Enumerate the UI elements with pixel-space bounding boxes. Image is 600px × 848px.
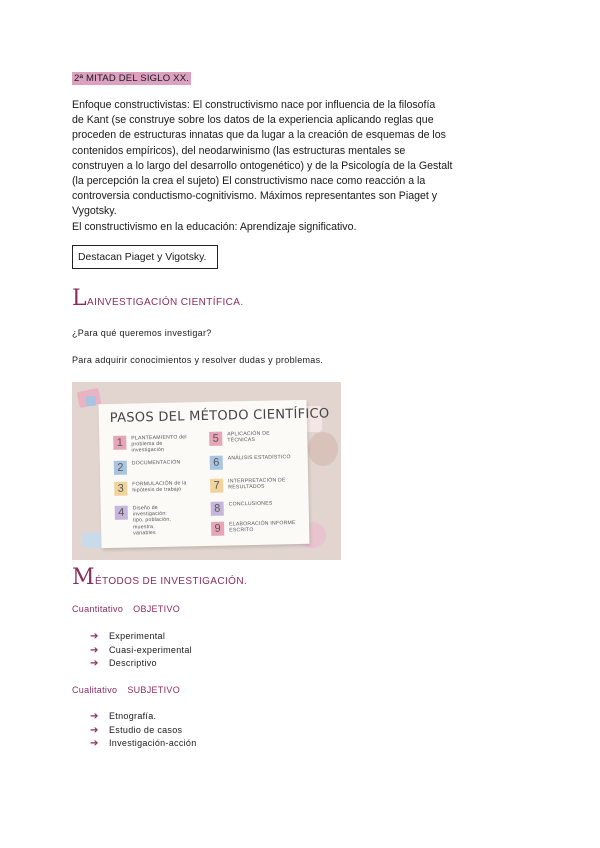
intro-paragraph — [72, 98, 482, 235]
list-item-text: Experimental — [109, 631, 166, 641]
method-step — [210, 454, 298, 470]
scientific-method-image — [72, 382, 341, 560]
method-step — [210, 477, 298, 493]
answer-text: Para adquirir conocimientos y resolver dudas y problemas. — [72, 355, 324, 365]
quantitative-label: Cuantitativo — [72, 604, 124, 614]
arrow-icon: ➔ — [90, 644, 99, 656]
qualitative-label: Cualitativo — [72, 685, 118, 695]
method-card — [99, 400, 330, 548]
step-text: APLICACIÓN DE TÉCNICAS — [227, 430, 270, 444]
qualitative-subheading — [72, 685, 180, 695]
step-number: 4 — [115, 506, 128, 520]
method-step — [209, 430, 297, 446]
sticky-note-icon — [86, 396, 96, 406]
step-text: DOCUMENTACIÓN — [131, 459, 181, 467]
intro-line: proceden de estructuras innatas que da lugar a la creación de esquemas de los — [72, 129, 446, 142]
intro-line: controversia conductismo-cognitivismo. Máximos representantes son Piaget y — [72, 190, 438, 203]
step-number: 5 — [209, 432, 222, 446]
intro-line: Vygotsky. — [72, 205, 117, 218]
intro-line: contenidos empíricos), del neodarwinismo (las estructuras mentales se — [72, 144, 406, 157]
step-text: PLANTEAMIENTO del problema de investigación — [131, 434, 187, 454]
step-number: 1 — [113, 436, 126, 450]
intro-line: Enfoque constructivistas: El constructivismo nace por influencia de la filosofía — [72, 99, 436, 111]
qualitative-tag: SUBJETIVO — [127, 685, 181, 695]
list-item-text: Cuasi-experimental — [109, 644, 192, 655]
step-text: ANÁLISIS ESTADÍSTICO — [227, 454, 291, 462]
title-initial: L — [72, 286, 88, 311]
intro-line: El constructivismo en la educación: Aprendizaje significativo. — [72, 220, 357, 233]
method-step — [113, 434, 193, 454]
highlight-box: Destacan Piaget y Vigotsky. — [72, 245, 218, 269]
list-item — [90, 710, 197, 724]
step-text: INTERPRETACIÓN DE RESULTADOS — [228, 477, 286, 491]
section-title-metodos — [72, 565, 247, 590]
step-number: 3 — [114, 482, 127, 496]
list-item — [90, 644, 192, 658]
list-item-text: Investigación-acción — [109, 738, 197, 749]
step-number: 7 — [210, 479, 223, 493]
scientist-avatar-icon — [308, 432, 338, 466]
method-step — [114, 459, 194, 475]
step-text: FORMULACIÓN de la hipótesis de trabajo — [132, 480, 187, 494]
list-item-text: Estudio de casos — [109, 724, 183, 735]
intro-line: (la percepción la crea el sujeto) El constructivismo nace como reacción a la — [72, 175, 426, 188]
list-item — [90, 724, 197, 738]
quantitative-tag: OBJETIVO — [133, 604, 181, 614]
quantitative-list — [90, 630, 192, 671]
method-step — [211, 500, 299, 516]
step-text: Diseño de investigación: tipo, población, muestra, variables — [132, 504, 172, 537]
step-number: 9 — [211, 522, 224, 536]
title-rest: ÉTODOS DE INVESTIGACIÓN. — [94, 576, 248, 587]
step-text: ELABORACIÓN INFORME ESCRITO — [228, 520, 296, 534]
method-step — [114, 480, 194, 496]
arrow-icon: ➔ — [90, 724, 99, 736]
list-item — [90, 630, 192, 644]
title-initial: M — [72, 565, 95, 590]
intro-line: construyen a lo largo del desarrollo ontogenético) y de la Psicología de la Gestalt — [72, 159, 453, 172]
method-step — [115, 505, 178, 537]
figure-title: PASOS DEL MÉTODO CIENTÍFICO — [109, 406, 330, 426]
list-item — [90, 657, 192, 671]
step-number: 2 — [114, 461, 127, 475]
intro-line: de Kant (se construye sobre los datos de la experiencia aplicando reglas que — [72, 114, 434, 127]
list-item — [90, 737, 197, 751]
step-number: 8 — [211, 502, 224, 516]
arrow-icon: ➔ — [90, 658, 99, 670]
method-step — [211, 520, 299, 536]
list-item-text: Etnografía. — [109, 711, 157, 721]
section-title-investigacion — [72, 286, 244, 311]
arrow-icon: ➔ — [90, 631, 99, 642]
arrow-icon: ➔ — [90, 711, 99, 722]
step-number: 6 — [210, 456, 223, 470]
arrow-icon: ➔ — [90, 738, 99, 750]
step-text: CONCLUSIONES — [228, 500, 273, 508]
quantitative-subheading — [72, 604, 180, 614]
section-heading-highlighted: 2ª MITAD DEL SIGLO XX. — [74, 73, 190, 84]
list-item-text: Descriptivo — [109, 658, 157, 669]
qualitative-list — [90, 710, 197, 751]
title-rest: AINVESTIGACIÓN CIENTÍFICA. — [87, 297, 244, 308]
question-text: ¿Para qué queremos investigar? — [72, 328, 212, 338]
